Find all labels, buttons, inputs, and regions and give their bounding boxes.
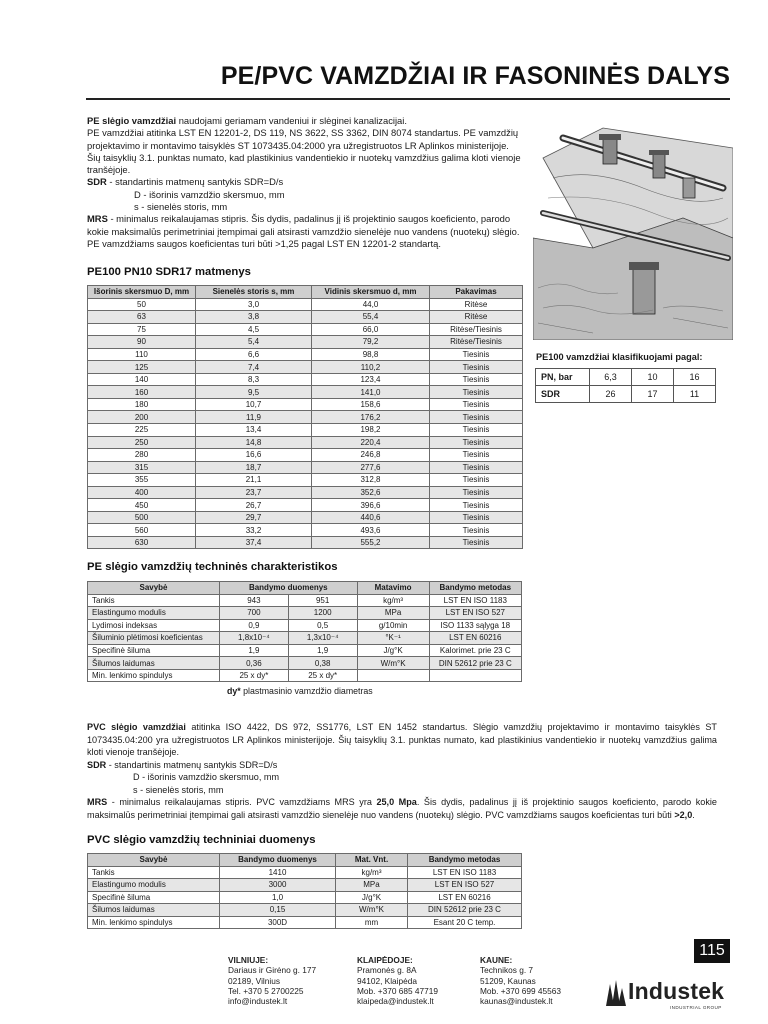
table-cell: Tiesinis <box>430 386 523 399</box>
table-cell: W/m°K <box>336 904 408 917</box>
table-row <box>88 879 522 892</box>
table-cell: 23,7 <box>196 486 312 499</box>
table-row <box>88 657 522 670</box>
table-cell: 355 <box>88 474 196 487</box>
page-number: 115 <box>694 939 730 963</box>
address-city: KLAIPĖDOJE: <box>357 955 413 965</box>
pe-intro-lead <box>87 115 522 127</box>
table-cell: 158,6 <box>312 398 430 411</box>
table-cell: 75 <box>88 323 196 336</box>
pvc-mrs-text-c: . Šis dydis, padalinus jį iš projektinio saugos koeficiento, parodo kokie maksimalūs perimetriniai įtempimai gali atsirasti vamzdžio sienelėje nuo vandens (nuotekų) slėgio. PVC vamzdžiams saugos koeficientas turi būti <box>87 797 717 820</box>
table-cell: 180 <box>88 398 196 411</box>
table-cell <box>429 669 521 682</box>
table-cell: 9,5 <box>196 386 312 399</box>
table-cell: W/m°K <box>357 657 429 670</box>
table-cell: 555,2 <box>312 536 430 549</box>
table-row <box>88 411 523 424</box>
table-row <box>88 619 522 632</box>
pe-lead-rest: naudojami geriamam vandeniui ir slėginei kanalizacijai. <box>176 115 407 126</box>
table-cell <box>357 669 429 682</box>
address-line: Tel. +370 5 2700225 <box>228 985 304 996</box>
table-cell: 3000 <box>220 879 336 892</box>
table-cell: Tiesinis <box>430 436 523 449</box>
dy-footnote-bold: dy* <box>227 686 241 696</box>
table-cell: 10,7 <box>196 398 312 411</box>
dim-table <box>87 285 523 549</box>
table-cell: 560 <box>88 524 196 537</box>
address-line: 94102, Klaipėda <box>357 975 417 986</box>
table-cell: 50 <box>88 298 196 311</box>
dy-footnote-rest: plastmasinio vamzdžio diametras <box>240 686 373 696</box>
table-cell: 1,0 <box>220 891 336 904</box>
pe-tech-title: PE slėgio vamzdžių techninės charakteristikos <box>87 561 338 573</box>
pe-tech-header-unit: Matavimo <box>357 582 429 595</box>
table-cell: Tiesinis <box>430 524 523 537</box>
table-cell: 440,6 <box>312 511 430 524</box>
table-cell: 312,8 <box>312 474 430 487</box>
pe-sdr-rest: - standartinis matmenų santykis SDR=D/s <box>106 176 284 188</box>
table-cell: 37,4 <box>196 536 312 549</box>
table-cell: 280 <box>88 449 196 462</box>
table-cell: Tankis <box>88 866 220 879</box>
pe-d-line: D - išorinis vamzdžio skersmuo, mm <box>134 188 285 200</box>
pvc-mrs-line <box>87 796 717 821</box>
table-cell: 29,7 <box>196 511 312 524</box>
table-row <box>88 336 523 349</box>
table-cell: 700 <box>220 607 289 620</box>
pvc-sdr-bold: SDR <box>87 759 107 770</box>
table-cell: 1410 <box>220 866 336 879</box>
industek-logo <box>604 978 734 1014</box>
page-title: PE/PVC VAMZDŽIAI IR FASONINĖS DALYS <box>220 62 730 90</box>
table-cell: Specifinė šiluma <box>88 891 220 904</box>
table-row <box>88 449 523 462</box>
table-cell: Ritėse <box>430 298 523 311</box>
table-cell: 0,36 <box>220 657 289 670</box>
address-city: KAUNE: <box>480 955 513 965</box>
pvc-mrs-value: 25,0 Mpa <box>376 797 417 807</box>
trench-pipe-illustration <box>533 118 733 340</box>
address-email: klaipeda@industek.lt <box>357 996 434 1007</box>
table-cell: Tiesinis <box>430 511 523 524</box>
table-cell: Esant 20 C temp. <box>408 916 522 929</box>
table-cell: 98,8 <box>312 348 430 361</box>
table-cell: J/g°K <box>336 891 408 904</box>
table-row <box>88 524 523 537</box>
table-cell: 315 <box>88 461 196 474</box>
table-cell: 1,9 <box>288 644 357 657</box>
table-cell: °K⁻¹ <box>357 632 429 645</box>
table-cell: 300D <box>220 916 336 929</box>
table-cell: Šilumos laidumas <box>88 657 220 670</box>
classification-label: PN, bar <box>536 369 590 386</box>
table-row <box>88 644 522 657</box>
table-row <box>88 486 523 499</box>
table-cell: g/10min <box>357 619 429 632</box>
table-cell: 198,2 <box>312 424 430 437</box>
table-cell: Tankis <box>88 594 220 607</box>
table-row <box>88 323 523 336</box>
table-cell: Ritėse/Tiesinis <box>430 323 523 336</box>
table-cell: 277,6 <box>312 461 430 474</box>
table-cell: 21,1 <box>196 474 312 487</box>
pe-tech-table <box>87 581 522 682</box>
pvc-mrs-bold: MRS <box>87 797 108 807</box>
pe-mrs-line <box>87 213 522 250</box>
table-row <box>88 373 523 386</box>
table-cell: kg/m³ <box>336 866 408 879</box>
logo-wordmark: Industek <box>628 978 725 1004</box>
table-row <box>88 594 522 607</box>
dim-header-wall: Sienelės storis s, mm <box>196 286 312 299</box>
pvc-tech-header-method: Bandymo metodas <box>408 854 522 867</box>
dy-footnote <box>227 686 373 696</box>
table-cell: LST EN ISO 527 <box>408 879 522 892</box>
table-cell: 13,4 <box>196 424 312 437</box>
table-cell: 14,8 <box>196 436 312 449</box>
table-cell: 1,9 <box>220 644 289 657</box>
pe-intro-standards: PE vamzdžiai atitinka LST EN 12201-2, DS 119, NS 3622, SS 3362, DIN 8074 standartus. PE vamzdžių projektavimo ir montavimo taisyklės ST 1073435.04:2000 yra užregistruotos LR Aplinkos ministerijoje. Šių taisyklių 3.1. punktas numato, kad plastikinius vandentiekio ir nuotekų vamzdžius galima kloti vienoje tranšėjoje. <box>87 127 521 176</box>
table-cell: 6,6 <box>196 348 312 361</box>
table-cell: Kalorimet. prie 23 C <box>429 644 521 657</box>
table-cell: 123,4 <box>312 373 430 386</box>
table-row <box>88 298 523 311</box>
pe-tech-header-property: Savybė <box>88 582 220 595</box>
classification-cell: 6,3 <box>590 369 632 386</box>
classification-cell: 17 <box>632 386 674 403</box>
table-cell: 500 <box>88 511 196 524</box>
classification-table <box>535 368 716 403</box>
table-cell: Tiesinis <box>430 398 523 411</box>
logo-tagline: INDUSTRIAL GROUP <box>670 1005 722 1010</box>
table-cell: 0,5 <box>288 619 357 632</box>
table-cell: LST EN ISO 1183 <box>429 594 521 607</box>
classification-label: SDR <box>536 386 590 403</box>
logo-mark-icon <box>604 980 626 1006</box>
dim-header-outer: Išorinis skersmuo D, mm <box>88 286 196 299</box>
address-city: VILNIUJE: <box>228 955 269 965</box>
table-cell: 33,2 <box>196 524 312 537</box>
dim-header-inner: Vidinis skersmuo d, mm <box>312 286 430 299</box>
classification-row-sdr <box>536 386 716 403</box>
table-cell: 7,4 <box>196 361 312 374</box>
pvc-mrs-factor: >2,0 <box>674 809 693 820</box>
table-cell: Elastingumo modulis <box>88 879 220 892</box>
address-line: Technikos g. 7 <box>480 965 534 976</box>
table-cell: Tiesinis <box>430 474 523 487</box>
table-cell: Šilumos laidumas <box>88 904 220 917</box>
title-rule <box>86 98 730 100</box>
table-cell: 160 <box>88 386 196 399</box>
table-row <box>88 632 522 645</box>
table-cell: Tiesinis <box>430 424 523 437</box>
pvc-intro <box>87 721 717 821</box>
table-cell: 5,4 <box>196 336 312 349</box>
table-cell: 16,6 <box>196 449 312 462</box>
pe-tech-header-data: Bandymo duomenys <box>220 582 358 595</box>
table-row <box>88 398 523 411</box>
table-cell: 0,9 <box>220 619 289 632</box>
table-row <box>88 669 522 682</box>
pe-tech-header-method: Bandymo metodas <box>429 582 521 595</box>
table-cell: 8,3 <box>196 373 312 386</box>
table-cell: 1,8x10⁻⁴ <box>220 632 289 645</box>
table-cell: Elastingumo modulis <box>88 607 220 620</box>
table-cell: 25 x dy* <box>220 669 289 682</box>
address-line: Mob. +370 685 47719 <box>357 985 438 996</box>
pe-sdr-bold: SDR <box>87 176 107 188</box>
table-cell: kg/m³ <box>357 594 429 607</box>
table-row <box>88 916 522 929</box>
address-line: Mob. +370 699 45563 <box>480 985 561 996</box>
address-klaipeda <box>357 955 438 1006</box>
table-cell: 125 <box>88 361 196 374</box>
pvc-tech-header-unit: Mat. Vnt. <box>336 854 408 867</box>
pe-intro <box>87 115 522 250</box>
pvc-lead-bold: PVC slėgio vamzdžiai <box>87 722 186 732</box>
table-cell: Min. lenkimo spindulys <box>88 916 220 929</box>
table-row <box>88 461 523 474</box>
table-row <box>88 536 523 549</box>
classification-row-pn <box>536 369 716 386</box>
pvc-sdr-line <box>87 759 717 772</box>
table-cell: Ritėse <box>430 311 523 324</box>
pe-mrs-bold: MRS <box>87 213 108 225</box>
pvc-s-line: s - sienelės storis, mm <box>133 784 224 795</box>
table-cell: DIN 52612 prie 23 C <box>429 657 521 670</box>
table-cell: Tiesinis <box>430 486 523 499</box>
table-cell: 110 <box>88 348 196 361</box>
table-cell: 141,0 <box>312 386 430 399</box>
dim-table-title: PE100 PN10 SDR17 matmenys <box>87 266 251 278</box>
table-cell: 951 <box>288 594 357 607</box>
pvc-intro-lead <box>87 721 717 759</box>
table-cell: Tiesinis <box>430 411 523 424</box>
table-row <box>88 904 522 917</box>
address-line: Dariaus ir Girėno g. 177 <box>228 965 317 976</box>
table-cell: mm <box>336 916 408 929</box>
table-cell: J/g°K <box>357 644 429 657</box>
table-cell: Min. lenkimo spindulys <box>88 669 220 682</box>
table-cell: Tiesinis <box>430 449 523 462</box>
pvc-mrs-text-e: . <box>692 809 695 820</box>
table-cell: 250 <box>88 436 196 449</box>
pe-sdr-line <box>87 176 522 188</box>
classification-cell: 26 <box>590 386 632 403</box>
table-cell: 1,3x10⁻⁴ <box>288 632 357 645</box>
address-line: Pramonės g. 8A <box>357 965 417 976</box>
table-cell: Tiesinis <box>430 373 523 386</box>
dim-table-header <box>88 286 523 299</box>
address-kaunas <box>480 955 561 1006</box>
table-row <box>88 607 522 620</box>
address-email: info@industek.lt <box>228 996 288 1007</box>
pvc-tech-header-property: Savybė <box>88 854 220 867</box>
pe-s-line: s - sienelės storis, mm <box>134 201 228 213</box>
table-row <box>88 361 523 374</box>
classification-cell: 10 <box>632 369 674 386</box>
table-cell: LST EN 60216 <box>429 632 521 645</box>
pe-tech-header <box>88 582 522 595</box>
dim-header-packing: Pakavimas <box>430 286 523 299</box>
pvc-tech-header-data: Bandymo duomenys <box>220 854 336 867</box>
table-cell: 1200 <box>288 607 357 620</box>
table-cell: 352,6 <box>312 486 430 499</box>
table-cell: 396,6 <box>312 499 430 512</box>
table-cell: 140 <box>88 373 196 386</box>
pe-lead-bold: PE slėgio vamzdžiai <box>87 115 177 126</box>
table-cell: 225 <box>88 424 196 437</box>
table-cell: 0,15 <box>220 904 336 917</box>
table-cell: ISO 1133 sąlyga 18 <box>429 619 521 632</box>
table-cell: 55,4 <box>312 311 430 324</box>
pvc-lead-rest: atitinka ISO 4422, DS 972, SS1776, LST EN 1452 standartus. Slėgio vamzdžių projektavimo ir montavimo taisyklės ST 1073435.04:200 yra užregistruotos LR Aplinkos ministerijoje. Šių taisyklių 3.1. punktas numato, kad plastikinius vandentiekio ir nuotekų vamzdžius galima kloti vienoje tranšėjoje. <box>87 722 717 757</box>
pe-mrs-rest: - minimalus reikalaujamas stipris. Šis dydis, padalinus jį iš projektinio saugos koeficiento, parodo kokie maksimalūs perimetriniai įtempimai gali atsirasti vamzdžio sienelėje nuo vandens (nuotekų) slėgio. PE vamzdžiams saugos koeficientas turi būti >1,25 pagal LST EN 12201-2 standartą. <box>87 213 520 249</box>
pvc-mrs-text-a: - minimalus reikalaujamas stipris. PVC vamzdžiams MRS yra <box>107 797 377 807</box>
pvc-d-line: D - išorinis vamzdžio skersmuo, mm <box>133 772 280 782</box>
table-cell: 66,0 <box>312 323 430 336</box>
table-cell: MPa <box>357 607 429 620</box>
table-cell: Tiesinis <box>430 536 523 549</box>
address-email: kaunas@industek.lt <box>480 996 553 1007</box>
table-cell: 0,38 <box>288 657 357 670</box>
table-cell: 63 <box>88 311 196 324</box>
classification-title: PE100 vamzdžiai klasifikuojami pagal: <box>536 352 703 362</box>
table-cell: MPa <box>336 879 408 892</box>
table-cell: 11,9 <box>196 411 312 424</box>
pvc-sdr-rest: - standartinis matmenų santykis SDR=D/s <box>106 759 278 770</box>
table-cell: Ritėse/Tiesinis <box>430 336 523 349</box>
table-cell: Specifinė šiluma <box>88 644 220 657</box>
table-cell: Tiesinis <box>430 348 523 361</box>
table-row <box>88 311 523 324</box>
table-row <box>88 436 523 449</box>
table-cell: 450 <box>88 499 196 512</box>
table-cell: Tiesinis <box>430 361 523 374</box>
pvc-tech-table <box>87 853 522 929</box>
table-row <box>88 474 523 487</box>
address-line: 02189, Vilnius <box>228 975 280 986</box>
table-cell: 79,2 <box>312 336 430 349</box>
table-row <box>88 424 523 437</box>
table-cell: 630 <box>88 536 196 549</box>
table-cell: 220,4 <box>312 436 430 449</box>
pvc-tech-header <box>88 854 522 867</box>
table-cell: 246,8 <box>312 449 430 462</box>
table-row <box>88 499 523 512</box>
table-row <box>88 348 523 361</box>
table-cell: 493,6 <box>312 524 430 537</box>
table-row <box>88 866 522 879</box>
address-vilnius <box>228 955 316 1006</box>
address-line: 51209, Kaunas <box>480 975 536 986</box>
table-cell: LST EN ISO 1183 <box>408 866 522 879</box>
table-cell: 90 <box>88 336 196 349</box>
table-cell: Lydimosi indeksas <box>88 619 220 632</box>
table-cell: 176,2 <box>312 411 430 424</box>
pvc-tech-title: PVC slėgio vamzdžių techniniai duomenys <box>87 834 316 846</box>
table-cell: 26,7 <box>196 499 312 512</box>
table-cell: LST EN 60216 <box>408 891 522 904</box>
table-cell: 110,2 <box>312 361 430 374</box>
table-cell: 3,8 <box>196 311 312 324</box>
table-cell: 3,0 <box>196 298 312 311</box>
table-cell: 943 <box>220 594 289 607</box>
table-cell: DIN 52612 prie 23 C <box>408 904 522 917</box>
table-cell: 400 <box>88 486 196 499</box>
table-row <box>88 511 523 524</box>
table-cell: 44,0 <box>312 298 430 311</box>
table-cell: 18,7 <box>196 461 312 474</box>
table-cell: 200 <box>88 411 196 424</box>
table-cell: 4,5 <box>196 323 312 336</box>
table-cell: LST EN ISO 527 <box>429 607 521 620</box>
table-cell: Tiesinis <box>430 499 523 512</box>
table-row <box>88 386 523 399</box>
classification-cell: 11 <box>674 386 716 403</box>
table-cell: 25 x dy* <box>288 669 357 682</box>
classification-cell: 16 <box>674 369 716 386</box>
table-cell: Šiluminio plėtimosi koeficientas <box>88 632 220 645</box>
table-row <box>88 891 522 904</box>
table-cell: Tiesinis <box>430 461 523 474</box>
